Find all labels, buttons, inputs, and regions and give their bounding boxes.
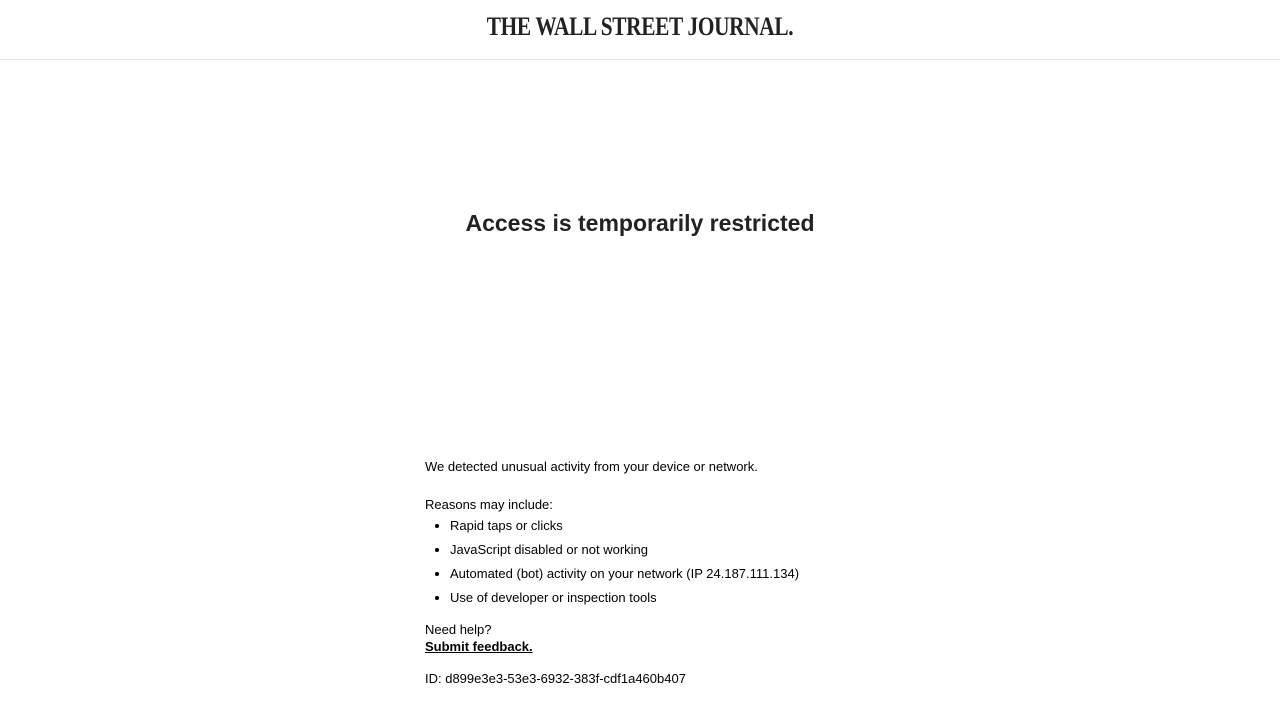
restriction-message [425, 458, 885, 688]
detected-activity-text: We detected unusual activity from your device or network. [425, 459, 758, 474]
reasons-list [425, 517, 885, 607]
page-header [0, 0, 1280, 60]
reasons-heading: Reasons may include: [425, 497, 553, 512]
reason-item-rapid-taps: • Rapid taps or clicks [450, 517, 885, 535]
reason-item-javascript: • JavaScript disabled or not working [450, 541, 885, 559]
reason-item-developer-tools: • Use of developer or inspection tools [450, 589, 885, 607]
wsj-logo[interactable]: THE WALL STREET JOURNAL. [486, 12, 794, 41]
page-title: Access is temporarily restricted [465, 210, 815, 236]
submit-feedback-link[interactable]: Submit feedback. [425, 639, 533, 654]
reason-item-bot-activity: • Automated (bot) activity on your network (IP 24.187.111.134) [450, 565, 885, 583]
request-id-text: ID: d899e3e3-53e3-6932-383f-cdf1a460b407 [425, 671, 686, 686]
need-help-text: Need help? [425, 622, 492, 637]
